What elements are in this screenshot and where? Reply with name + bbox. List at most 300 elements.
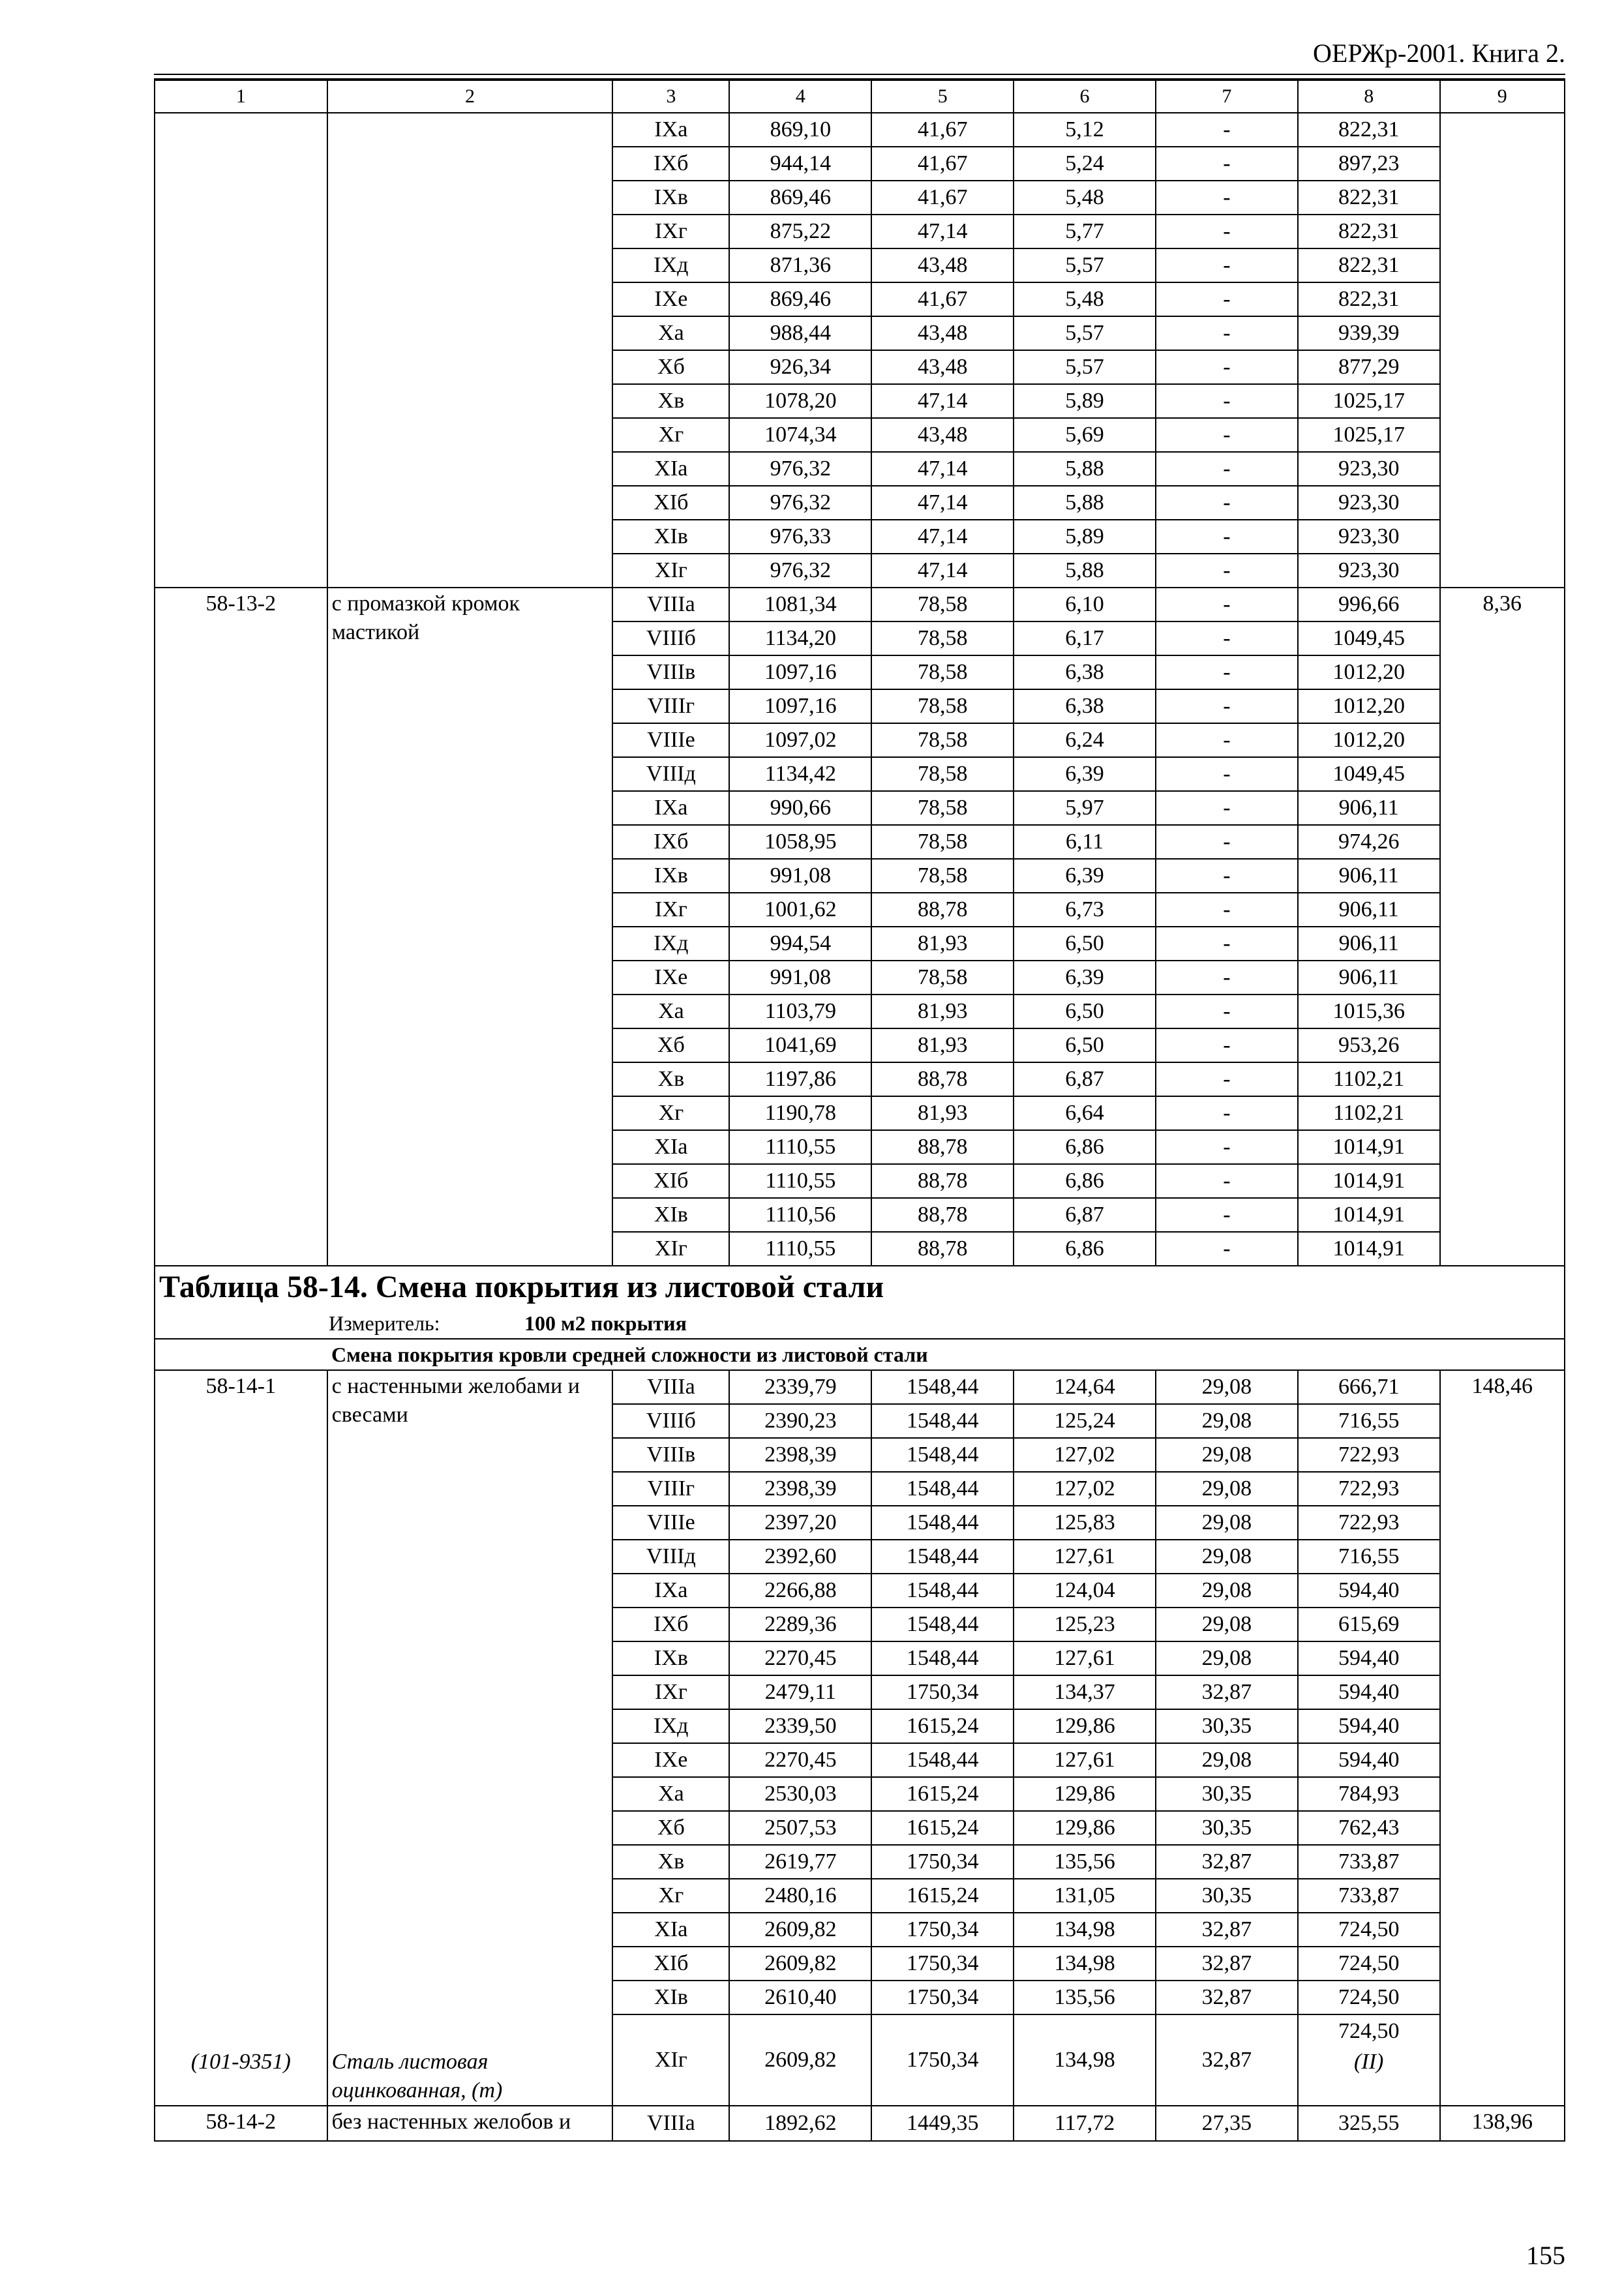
col-4-cell: 2609,82 — [729, 1913, 871, 1947]
col-7-cell: - — [1156, 316, 1298, 350]
col-3-cell: Xа — [612, 316, 729, 350]
section-title: Таблица 58-14. Смена покрытия из листовой стали — [155, 1266, 1565, 1308]
column-number: 1 — [155, 80, 327, 113]
col-4-cell: 1041,69 — [729, 1028, 871, 1062]
col-6-cell: 6,86 — [1014, 1232, 1156, 1266]
col-6-cell: 5,57 — [1014, 350, 1156, 384]
col-5-cell: 1615,24 — [871, 1709, 1014, 1743]
col-3-cell: VIIIа — [612, 2106, 729, 2141]
col-8-cell: 724,50 — [1298, 2014, 1440, 2048]
col-7-cell: - — [1156, 248, 1298, 282]
col-7-cell: - — [1156, 113, 1298, 147]
col-4-cell: 1134,42 — [729, 757, 871, 791]
description-cell: с настенными желобами и свесами — [327, 1370, 613, 2048]
description-cell: с промазкой кромок мастикой — [327, 588, 613, 1266]
col-6-cell: 5,57 — [1014, 248, 1156, 282]
col-5-cell: 1615,24 — [871, 1777, 1014, 1811]
col-7-cell: 29,08 — [1156, 1472, 1298, 1506]
col-5-cell: 1548,44 — [871, 1472, 1014, 1506]
col-6-cell: 127,02 — [1014, 1438, 1156, 1472]
col-4-cell: 2610,40 — [729, 1981, 871, 2014]
col-6-cell: 129,86 — [1014, 1709, 1156, 1743]
table-row — [155, 2106, 1565, 2141]
col-3-cell: VIIIд — [612, 1540, 729, 1574]
col-8-cell: 923,30 — [1298, 486, 1440, 520]
col-5-cell: 1750,34 — [871, 1981, 1014, 2014]
col-7-cell: - — [1156, 215, 1298, 248]
col-3-cell: IXв — [612, 181, 729, 215]
col-8-cell: 325,55 — [1298, 2106, 1440, 2141]
col-4-cell: 2289,36 — [729, 1608, 871, 1641]
col-6-cell: 6,24 — [1014, 723, 1156, 757]
col-5-cell: 41,67 — [871, 282, 1014, 316]
col-3-cell: IXа — [612, 113, 729, 147]
col-5-cell: 47,14 — [871, 520, 1014, 554]
description-cell — [327, 113, 613, 588]
col-6-cell: 134,98 — [1014, 1947, 1156, 1981]
col-5-cell: 1750,34 — [871, 1947, 1014, 1981]
col-7-cell: - — [1156, 689, 1298, 723]
col-6-cell: 127,02 — [1014, 1472, 1156, 1506]
col-5-cell: 47,14 — [871, 452, 1014, 486]
col-4-cell: 988,44 — [729, 316, 871, 350]
col-7-cell: - — [1156, 282, 1298, 316]
col-5-cell: 41,67 — [871, 113, 1014, 147]
col-4-cell: 1110,56 — [729, 1198, 871, 1232]
col-4-cell: 2479,11 — [729, 1675, 871, 1709]
col-3-cell: VIIIд — [612, 757, 729, 791]
col-3-cell: XIг — [612, 554, 729, 588]
col-6-cell: 6,64 — [1014, 1096, 1156, 1130]
col-8-cell: 1014,91 — [1298, 1232, 1440, 1266]
col-6-cell: 6,73 — [1014, 893, 1156, 927]
col-3-cell: XIб — [612, 1164, 729, 1198]
col-8-cell: 1014,91 — [1298, 1164, 1440, 1198]
col-6-cell: 6,38 — [1014, 689, 1156, 723]
col-7-cell: 29,08 — [1156, 1506, 1298, 1540]
col-8-cell: 1049,45 — [1298, 757, 1440, 791]
col-8-cell: 733,87 — [1298, 1845, 1440, 1879]
col-3-cell: VIIIб — [612, 621, 729, 655]
wage-cell: 8,36 — [1440, 588, 1565, 1266]
col-7-cell: 29,08 — [1156, 1743, 1298, 1777]
col-6-cell: 134,37 — [1014, 1675, 1156, 1709]
col-7-cell: - — [1156, 181, 1298, 215]
col-5-cell: 1548,44 — [871, 1404, 1014, 1438]
measure-value: 100 м2 покрытия — [524, 1311, 687, 1335]
col-8-cell: 1102,21 — [1298, 1062, 1440, 1096]
col-5-cell: 88,78 — [871, 1164, 1014, 1198]
col-3-cell: IXб — [612, 147, 729, 181]
col-7-cell: - — [1156, 554, 1298, 588]
col-5-cell: 78,58 — [871, 825, 1014, 859]
col-5-cell: 78,58 — [871, 723, 1014, 757]
col-6-cell: 5,88 — [1014, 554, 1156, 588]
col-5-cell: 81,93 — [871, 1096, 1014, 1130]
col-7-cell: - — [1156, 995, 1298, 1028]
col-7-cell: 29,08 — [1156, 1370, 1298, 1404]
col-4-cell: 2609,82 — [729, 2014, 871, 2106]
col-7-cell: - — [1156, 1062, 1298, 1096]
col-4-cell: 991,08 — [729, 961, 871, 995]
col-4-cell: 875,22 — [729, 215, 871, 248]
col-6-cell: 5,57 — [1014, 316, 1156, 350]
col-3-cell: IXа — [612, 1574, 729, 1608]
col-4-cell: 976,33 — [729, 520, 871, 554]
code-cell: 58-14-2 — [155, 2106, 327, 2141]
col-3-cell: Xг — [612, 418, 729, 452]
col-4-cell: 2339,79 — [729, 1370, 871, 1404]
col-7-cell: - — [1156, 147, 1298, 181]
col-7-cell: - — [1156, 927, 1298, 961]
col-7-cell: - — [1156, 418, 1298, 452]
col-8-cell: 1012,20 — [1298, 689, 1440, 723]
col-6-cell: 5,77 — [1014, 215, 1156, 248]
col-5-cell: 78,58 — [871, 859, 1014, 893]
col-3-cell: XIа — [612, 452, 729, 486]
col-4-cell: 976,32 — [729, 554, 871, 588]
col-7-cell: - — [1156, 1130, 1298, 1164]
col-4-cell: 1110,55 — [729, 1130, 871, 1164]
col-6-cell: 5,48 — [1014, 282, 1156, 316]
col-8-cell: 906,11 — [1298, 927, 1440, 961]
col-4-cell: 2339,50 — [729, 1709, 871, 1743]
col-8-cell: 784,93 — [1298, 1777, 1440, 1811]
col-8-cell: 974,26 — [1298, 825, 1440, 859]
col-6-cell: 6,10 — [1014, 588, 1156, 621]
col-5-cell: 43,48 — [871, 350, 1014, 384]
col-5-cell: 47,14 — [871, 384, 1014, 418]
col-7-cell: - — [1156, 723, 1298, 757]
col-7-cell: - — [1156, 588, 1298, 621]
column-number: 8 — [1298, 80, 1440, 113]
col-3-cell: VIIIб — [612, 1404, 729, 1438]
col-5-cell: 1750,34 — [871, 1845, 1014, 1879]
col-6-cell: 6,50 — [1014, 995, 1156, 1028]
col-3-cell: Xб — [612, 1811, 729, 1845]
col-8-cell: 877,29 — [1298, 350, 1440, 384]
col-8-cell: 733,87 — [1298, 1879, 1440, 1913]
col-3-cell: XIв — [612, 1198, 729, 1232]
col-8-cell: 1049,45 — [1298, 621, 1440, 655]
col-8-cell: 1015,36 — [1298, 995, 1440, 1028]
col-5-cell: 88,78 — [871, 1062, 1014, 1096]
code-cell: 58-13-2 — [155, 588, 327, 1266]
col-7-cell: 32,87 — [1156, 1913, 1298, 1947]
column-number: 9 — [1440, 80, 1565, 113]
col-5-cell: 41,67 — [871, 147, 1014, 181]
col-7-cell: 27,35 — [1156, 2106, 1298, 2141]
col-5-cell: 78,58 — [871, 961, 1014, 995]
col-8-cell: 594,40 — [1298, 1709, 1440, 1743]
col-6-cell: 127,61 — [1014, 1743, 1156, 1777]
col-4-cell: 1074,34 — [729, 418, 871, 452]
col-3-cell: VIIIг — [612, 1472, 729, 1506]
col-6-cell: 6,87 — [1014, 1062, 1156, 1096]
col-7-cell: - — [1156, 452, 1298, 486]
code-cell — [155, 113, 327, 588]
col-6-cell: 129,86 — [1014, 1777, 1156, 1811]
col-6-cell: 129,86 — [1014, 1811, 1156, 1845]
col-6-cell: 5,24 — [1014, 147, 1156, 181]
col-7-cell: 29,08 — [1156, 1574, 1298, 1608]
col-3-cell: IXг — [612, 1675, 729, 1709]
col-7-cell: - — [1156, 1028, 1298, 1062]
table-row — [155, 1370, 1565, 1404]
col-6-cell: 6,38 — [1014, 655, 1156, 689]
col-8-cell: 822,31 — [1298, 113, 1440, 147]
col-7-cell: 30,35 — [1156, 1709, 1298, 1743]
col-8-cell: 1012,20 — [1298, 655, 1440, 689]
col-3-cell: XIа — [612, 1913, 729, 1947]
col-3-cell: VIIIв — [612, 655, 729, 689]
col-6-cell: 125,83 — [1014, 1506, 1156, 1540]
col-7-cell: - — [1156, 961, 1298, 995]
col-3-cell: Xа — [612, 1777, 729, 1811]
col-6-cell: 5,97 — [1014, 791, 1156, 825]
col-4-cell: 2480,16 — [729, 1879, 871, 1913]
col-8-cell: 923,30 — [1298, 452, 1440, 486]
col-7-cell: 29,08 — [1156, 1641, 1298, 1675]
col-7-cell: - — [1156, 486, 1298, 520]
column-number: 2 — [327, 80, 613, 113]
material-code: (101-9351) — [155, 2048, 327, 2106]
col-4-cell: 1134,20 — [729, 621, 871, 655]
column-number: 7 — [1156, 80, 1298, 113]
col-6-cell: 117,72 — [1014, 2106, 1156, 2141]
col-4-cell: 926,34 — [729, 350, 871, 384]
col-3-cell: Xб — [612, 1028, 729, 1062]
col-7-cell: 32,87 — [1156, 1845, 1298, 1879]
measure-row — [155, 1308, 1565, 1339]
col-8-cell: 1025,17 — [1298, 418, 1440, 452]
wage-cell: 148,46 — [1440, 1370, 1565, 2106]
col-3-cell: Xв — [612, 1062, 729, 1096]
col-8-cell: 897,23 — [1298, 147, 1440, 181]
col-7-cell: 30,35 — [1156, 1879, 1298, 1913]
col-7-cell: 30,35 — [1156, 1811, 1298, 1845]
col-3-cell: XIг — [612, 1232, 729, 1266]
subsection-title: Смена покрытия кровли средней сложности из листовой стали — [155, 1339, 1565, 1370]
col-3-cell: Xб — [612, 350, 729, 384]
col-4-cell: 1190,78 — [729, 1096, 871, 1130]
col-8-cell: 1102,21 — [1298, 1096, 1440, 1130]
col-4-cell: 2530,03 — [729, 1777, 871, 1811]
col-7-cell: 32,87 — [1156, 2014, 1298, 2106]
col-6-cell: 124,64 — [1014, 1370, 1156, 1404]
col-8-cell: 724,50 — [1298, 1947, 1440, 1981]
wage-cell — [1440, 113, 1565, 588]
col-3-cell: IXа — [612, 791, 729, 825]
col-7-cell: 32,87 — [1156, 1947, 1298, 1981]
col-5-cell: 1548,44 — [871, 1540, 1014, 1574]
col-8-cell: 939,39 — [1298, 316, 1440, 350]
col-4-cell: 976,32 — [729, 486, 871, 520]
col-5-cell: 43,48 — [871, 248, 1014, 282]
col-6-cell: 5,88 — [1014, 452, 1156, 486]
col-5-cell: 47,14 — [871, 215, 1014, 248]
col-5-cell: 78,58 — [871, 757, 1014, 791]
col-5-cell: 88,78 — [871, 893, 1014, 927]
col-3-cell: Xг — [612, 1096, 729, 1130]
col-3-cell: IXе — [612, 282, 729, 316]
col-6-cell: 135,56 — [1014, 1845, 1156, 1879]
col-7-cell: - — [1156, 1096, 1298, 1130]
col-5-cell: 1548,44 — [871, 1370, 1014, 1404]
col-7-cell: 30,35 — [1156, 1777, 1298, 1811]
col-6-cell: 6,50 — [1014, 1028, 1156, 1062]
col-8-cell: 594,40 — [1298, 1743, 1440, 1777]
rates-table — [154, 80, 1565, 2142]
col-3-cell: IXг — [612, 215, 729, 248]
col-4-cell: 1097,16 — [729, 655, 871, 689]
col-6-cell: 5,12 — [1014, 113, 1156, 147]
col-3-cell: Xг — [612, 1879, 729, 1913]
col-8-cell: 722,93 — [1298, 1506, 1440, 1540]
col-3-cell: IXе — [612, 961, 729, 995]
col-8-cell: 1012,20 — [1298, 723, 1440, 757]
col-8-cell: 594,40 — [1298, 1641, 1440, 1675]
col-8-cell: 822,31 — [1298, 215, 1440, 248]
measure-cell — [155, 1308, 1565, 1339]
col-6-cell: 125,23 — [1014, 1608, 1156, 1641]
col-4-cell: 869,46 — [729, 181, 871, 215]
col-5-cell: 78,58 — [871, 689, 1014, 723]
col-4-cell: 1058,95 — [729, 825, 871, 859]
col-6-cell: 127,61 — [1014, 1540, 1156, 1574]
col-5-cell: 88,78 — [871, 1232, 1014, 1266]
col-7-cell: - — [1156, 791, 1298, 825]
col-6-cell: 6,39 — [1014, 859, 1156, 893]
col-5-cell: 1548,44 — [871, 1641, 1014, 1675]
material-resource-class: (II) — [1298, 2048, 1440, 2106]
col-5-cell: 88,78 — [871, 1198, 1014, 1232]
col-8-cell: 716,55 — [1298, 1540, 1440, 1574]
col-8-cell: 722,93 — [1298, 1438, 1440, 1472]
material-name: Сталь листовая оцинкованная, (т) — [327, 2048, 613, 2106]
col-7-cell: - — [1156, 825, 1298, 859]
col-8-cell: 1014,91 — [1298, 1130, 1440, 1164]
col-4-cell: 871,36 — [729, 248, 871, 282]
col-4-cell: 1081,34 — [729, 588, 871, 621]
col-5-cell: 43,48 — [871, 418, 1014, 452]
col-8-cell: 923,30 — [1298, 520, 1440, 554]
col-4-cell: 991,08 — [729, 859, 871, 893]
col-3-cell: XIг — [612, 2014, 729, 2106]
col-7-cell: - — [1156, 350, 1298, 384]
col-6-cell: 124,04 — [1014, 1574, 1156, 1608]
col-8-cell: 953,26 — [1298, 1028, 1440, 1062]
col-5-cell: 47,14 — [871, 554, 1014, 588]
col-6-cell: 5,48 — [1014, 181, 1156, 215]
page-header: ОЕРЖр-2001. Книга 2. — [1313, 38, 1565, 68]
description-cell: без настенных желобов и — [327, 2106, 613, 2141]
subtitle-row — [155, 1339, 1565, 1370]
col-4-cell: 1001,62 — [729, 893, 871, 927]
col-3-cell: XIв — [612, 520, 729, 554]
col-8-cell: 822,31 — [1298, 181, 1440, 215]
col-3-cell: IXе — [612, 1743, 729, 1777]
col-5-cell: 1750,34 — [871, 1913, 1014, 1947]
col-8-cell: 906,11 — [1298, 961, 1440, 995]
col-4-cell: 2507,53 — [729, 1811, 871, 1845]
col-7-cell: - — [1156, 893, 1298, 927]
col-8-cell: 724,50 — [1298, 1913, 1440, 1947]
col-3-cell: IXб — [612, 1608, 729, 1641]
col-3-cell: IXд — [612, 248, 729, 282]
col-3-cell: Xв — [612, 384, 729, 418]
col-8-cell: 615,69 — [1298, 1608, 1440, 1641]
column-number: 6 — [1014, 80, 1156, 113]
col-5-cell: 1615,24 — [871, 1811, 1014, 1845]
col-6-cell: 134,98 — [1014, 1913, 1156, 1947]
col-3-cell: XIб — [612, 486, 729, 520]
measure-label: Измеритель: — [329, 1311, 440, 1335]
col-6-cell: 6,86 — [1014, 1130, 1156, 1164]
col-8-cell: 1014,91 — [1298, 1198, 1440, 1232]
col-8-cell: 822,31 — [1298, 248, 1440, 282]
col-3-cell: Xа — [612, 995, 729, 1028]
col-8-cell: 906,11 — [1298, 791, 1440, 825]
col-4-cell: 1078,20 — [729, 384, 871, 418]
column-number: 3 — [612, 80, 729, 113]
col-5-cell: 41,67 — [871, 181, 1014, 215]
col-5-cell: 1615,24 — [871, 1879, 1014, 1913]
column-number-row — [155, 80, 1565, 113]
col-5-cell: 1548,44 — [871, 1608, 1014, 1641]
table-row — [155, 113, 1565, 147]
col-6-cell: 5,69 — [1014, 418, 1156, 452]
col-4-cell: 1103,79 — [729, 995, 871, 1028]
col-6-cell: 134,98 — [1014, 2014, 1156, 2106]
col-7-cell: - — [1156, 621, 1298, 655]
col-7-cell: 29,08 — [1156, 1438, 1298, 1472]
col-5-cell: 81,93 — [871, 995, 1014, 1028]
column-number: 5 — [871, 80, 1014, 113]
col-5-cell: 88,78 — [871, 1130, 1014, 1164]
col-7-cell: - — [1156, 859, 1298, 893]
col-5-cell: 1548,44 — [871, 1506, 1014, 1540]
col-8-cell: 666,71 — [1298, 1370, 1440, 1404]
col-7-cell: 32,87 — [1156, 1981, 1298, 2014]
col-8-cell: 906,11 — [1298, 893, 1440, 927]
col-8-cell: 594,40 — [1298, 1574, 1440, 1608]
col-5-cell: 81,93 — [871, 927, 1014, 961]
col-7-cell: 29,08 — [1156, 1404, 1298, 1438]
col-4-cell: 1110,55 — [729, 1164, 871, 1198]
col-4-cell: 869,10 — [729, 113, 871, 147]
col-3-cell: XIв — [612, 1981, 729, 2014]
col-4-cell: 990,66 — [729, 791, 871, 825]
col-4-cell: 1197,86 — [729, 1062, 871, 1096]
col-3-cell: IXб — [612, 825, 729, 859]
col-3-cell: Xв — [612, 1845, 729, 1879]
col-6-cell: 6,39 — [1014, 757, 1156, 791]
col-5-cell: 78,58 — [871, 655, 1014, 689]
col-5-cell: 81,93 — [871, 1028, 1014, 1062]
col-8-cell: 716,55 — [1298, 1404, 1440, 1438]
col-5-cell: 47,14 — [871, 486, 1014, 520]
col-7-cell: - — [1156, 655, 1298, 689]
col-6-cell: 125,24 — [1014, 1404, 1156, 1438]
col-3-cell: IXд — [612, 927, 729, 961]
col-6-cell: 6,50 — [1014, 927, 1156, 961]
col-4-cell: 1097,02 — [729, 723, 871, 757]
col-3-cell: IXв — [612, 859, 729, 893]
col-7-cell: 29,08 — [1156, 1540, 1298, 1574]
col-6-cell: 5,88 — [1014, 486, 1156, 520]
col-4-cell: 2397,20 — [729, 1506, 871, 1540]
